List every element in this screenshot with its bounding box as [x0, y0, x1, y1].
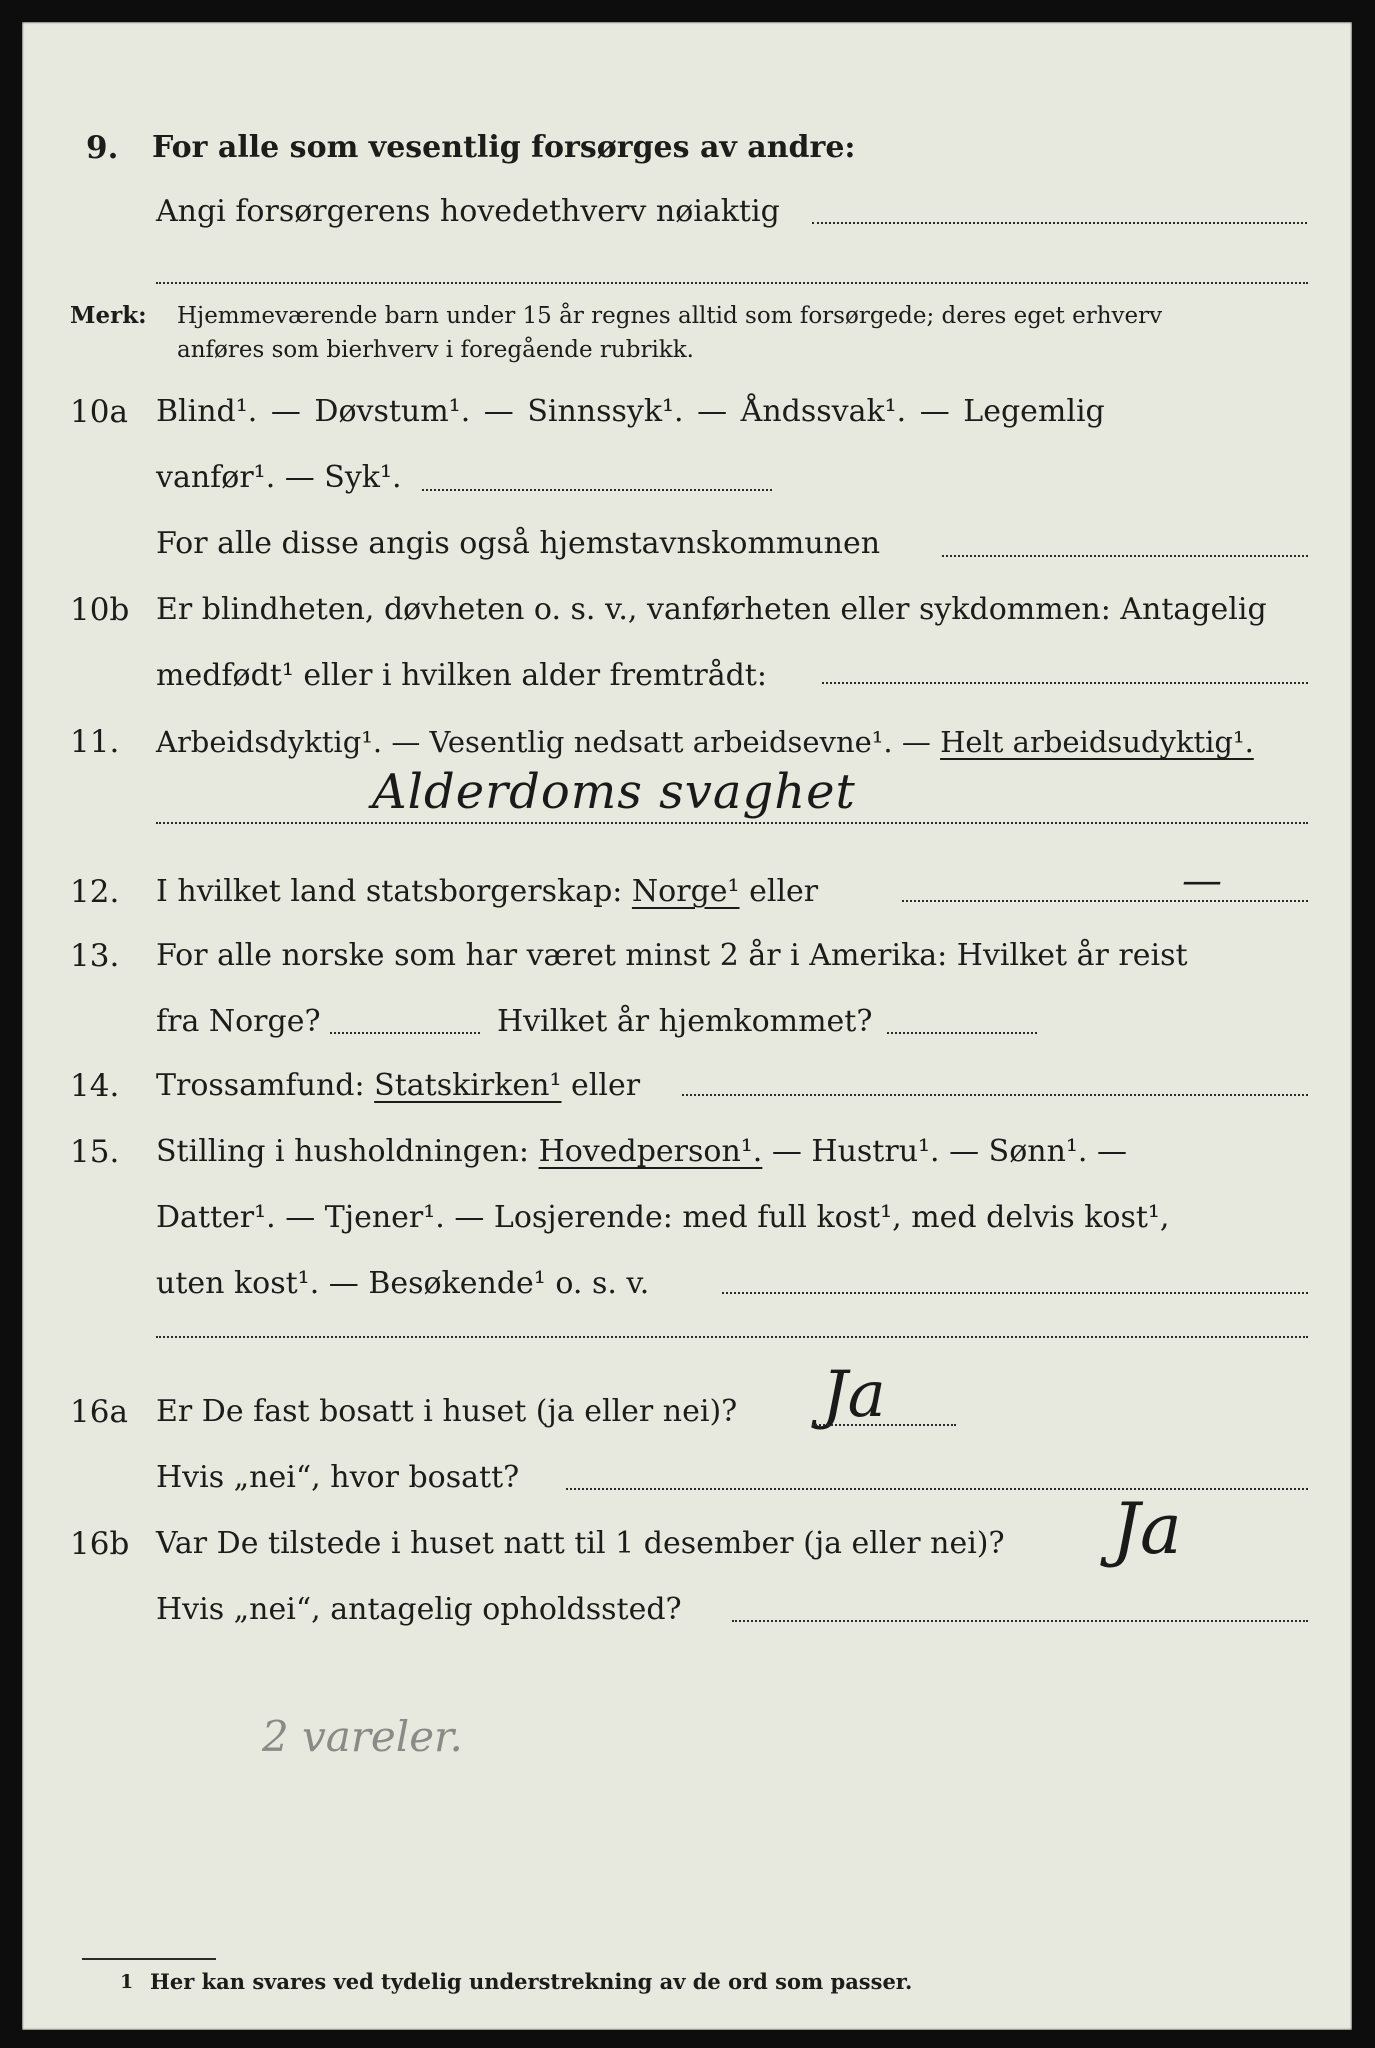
q10a-number: 10a — [70, 394, 128, 430]
q10b-line2: medfødt¹ eller i hvilken alder fremtrådt: — [156, 658, 767, 693]
census-form-page — [22, 22, 1352, 2030]
q11-handwritten-answer: Alderdoms svaghet — [372, 764, 856, 820]
q14-number: 14. — [70, 1068, 120, 1104]
footnote-rule — [82, 1958, 216, 1960]
q16b-opholdssted-line — [732, 1620, 1308, 1622]
q10a-syk-answer-line — [422, 489, 772, 491]
q16a-handwritten-answer: Ja — [822, 1358, 886, 1432]
q16b-number: 16b — [70, 1526, 130, 1562]
q9-line1: For alle som vesentlig forsørges av andre: — [152, 130, 856, 165]
q15-line3: uten kost¹. — Besøkende¹ o. s. v. — [156, 1266, 650, 1301]
q15-text: Stilling i husholdningen: — [156, 1134, 539, 1169]
q11-selected-option: Helt arbeidsudyktig¹. — [940, 725, 1254, 759]
q9-line2: Angi forsørgerens hovedethverv nøiaktig — [156, 194, 780, 229]
merk-line1: Hjemmeværende barn under 15 år regnes alltid som forsørgede; deres eget erhverv — [177, 303, 1163, 329]
pencil-annotation: 2 vareler. — [262, 1712, 463, 1761]
q12-answer-line — [902, 900, 1308, 902]
q13-hjemkommet-line — [887, 1032, 1037, 1034]
q15-separator — [156, 1336, 1308, 1338]
q16a-bosatt-line — [566, 1488, 1308, 1490]
q14-selected-option: Statskirken¹ — [374, 1068, 562, 1103]
q16a-line2: Hvis „nei“, hvor bosatt? — [156, 1460, 520, 1495]
q11-answer-line — [156, 822, 1308, 824]
q16a-answer-line — [812, 1424, 956, 1426]
merk-label: Merk: — [70, 302, 147, 329]
q9-answer-line — [812, 222, 1307, 224]
q10b-number: 10b — [70, 592, 130, 628]
q13-line2a: fra Norge? — [156, 1004, 321, 1039]
q16b-line1: Var De tilstede i huset natt til 1 desember (ja eller nei)? — [156, 1526, 1005, 1561]
q11-options: Arbeidsdyktig¹. — Vesentlig nedsatt arbeidsevne¹. — — [156, 725, 941, 759]
q14-text: Trossamfund: — [156, 1068, 375, 1103]
merk-line2: anføres som bierhverv i foregående rubrikk. — [177, 337, 694, 363]
q15-number: 15. — [70, 1134, 120, 1170]
q10a-hjemstavn-line — [942, 555, 1308, 557]
q14-line — [156, 1066, 640, 1106]
q10a-line1: Blind¹. — Døvstum¹. — Sinnssyk¹. — Åndssvak¹. — Legemlig — [156, 394, 1105, 429]
q9-answer-line-2 — [156, 282, 1308, 284]
q13-number: 13. — [70, 938, 120, 974]
q16a-line1: Er De fast bosatt i huset (ja eller nei)? — [156, 1394, 738, 1429]
q15-answer-line — [722, 1292, 1308, 1294]
q12-number: 12. — [70, 874, 120, 910]
q14-answer-line — [682, 1094, 1308, 1096]
q16a-number: 16a — [70, 1394, 128, 1430]
q10a-line3: For alle disse angis også hjemstavnskommunen — [156, 526, 881, 561]
q12-handwritten-dash: — — [1182, 858, 1222, 904]
q10b-line1: Er blindheten, døvheten o. s. v., vanførheten eller sykdommen: Antagelig — [156, 592, 1267, 627]
q13-reist-line — [330, 1032, 480, 1034]
q13-line2b: Hvilket år hjemkommet? — [497, 1004, 873, 1039]
footnote-text: Her kan svares ved tydelig understrekning av de ord som passer. — [150, 1969, 913, 1994]
q10a-line2: vanfør¹. — Syk¹. — [156, 460, 402, 495]
q11-number: 11. — [70, 724, 120, 760]
q9-number: 9. — [86, 130, 119, 166]
q12-eller: eller — [739, 874, 819, 909]
q16b-line2: Hvis „nei“, antagelig opholdssted? — [156, 1592, 682, 1627]
q12-selected-option: Norge¹ — [631, 874, 740, 909]
q11-line — [156, 722, 1254, 762]
q15-line1 — [156, 1132, 1127, 1172]
q16b-handwritten-answer: Ja — [1112, 1488, 1182, 1570]
q15-options: — Hustru¹. — Sønn¹. — — [762, 1134, 1128, 1169]
q12-line — [156, 872, 818, 912]
q13-line1: For alle norske som har været minst 2 år i Amerika: Hvilket år reist — [156, 938, 1188, 973]
footnote-mark: 1 — [120, 1971, 134, 1993]
q10b-answer-line — [822, 682, 1308, 684]
q15-selected-option: Hovedperson¹. — [538, 1134, 763, 1169]
q12-text: I hvilket land statsborgerskap: — [156, 874, 632, 909]
q15-line2: Datter¹. — Tjener¹. — Losjerende: med full kost¹, med delvis kost¹, — [156, 1200, 1170, 1235]
q14-eller: eller — [561, 1068, 641, 1103]
